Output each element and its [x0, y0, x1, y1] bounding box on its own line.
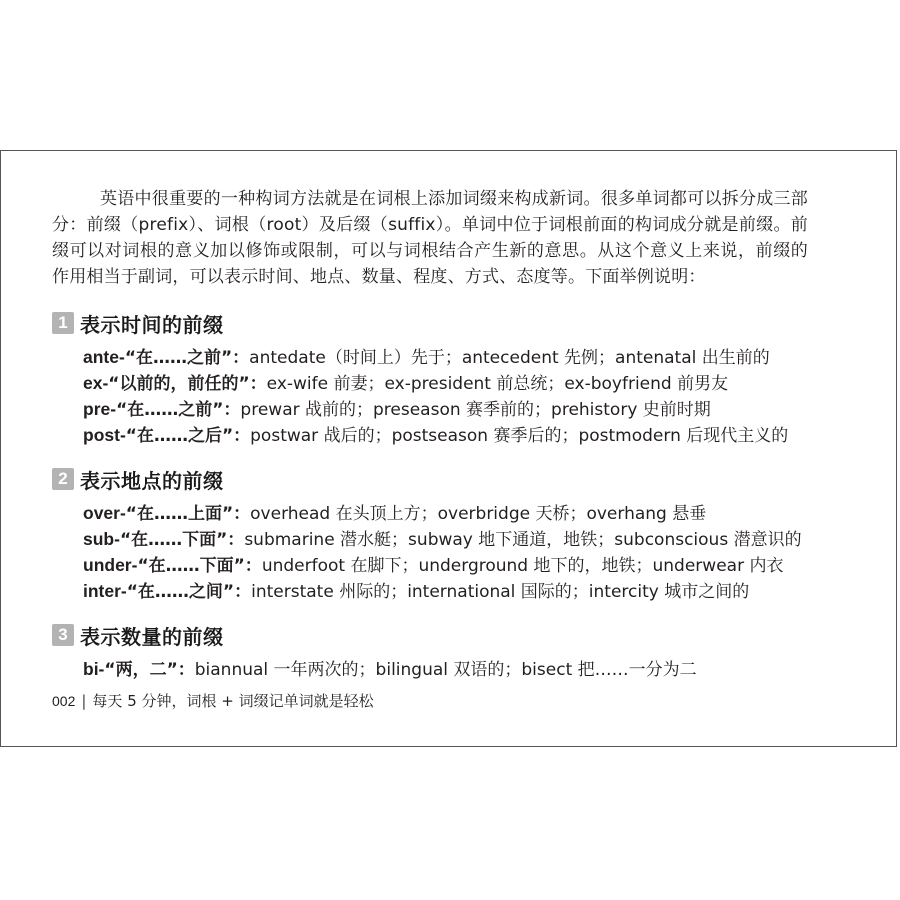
section-title: 表示时间的前缀: [80, 312, 224, 337]
prefix-term: pre-: [83, 399, 117, 419]
section-number-prefixes: [52, 622, 852, 682]
prefix-meaning: “两，二”：: [104, 660, 195, 680]
prefix-entry: [83, 344, 852, 370]
page-number: 002: [52, 693, 76, 709]
section-title: 表示数量的前缀: [80, 624, 224, 649]
prefix-entry: [83, 370, 852, 396]
prefix-examples: overhead 在头顶上方；overbridge 天桥；overhang 悬垂: [250, 504, 707, 524]
prefix-meaning: “在……之后”：: [125, 426, 251, 446]
prefix-entry: [83, 578, 852, 604]
prefix-entry: [83, 526, 852, 552]
prefix-examples: postwar 战后的；postseason 赛季后的；postmodern 后现代主义的: [250, 426, 789, 446]
prefix-term: under-: [83, 555, 138, 575]
prefix-meaning: “在……之前”：: [124, 348, 250, 368]
prefix-entry: [83, 396, 852, 422]
prefix-entry: [83, 656, 852, 682]
prefix-term: sub-: [83, 529, 120, 549]
prefix-meaning: “在……下面”：: [137, 556, 262, 576]
prefix-term: bi-: [83, 659, 105, 679]
prefix-examples: antedate（时间上）先于；antecedent 先例；antenatal 出生前的: [249, 348, 770, 368]
section-heading: [52, 622, 852, 648]
prefix-examples: biannual 一年两次的；bilingual 双语的；bisect 把……一分为二: [194, 660, 697, 680]
prefix-meaning: “在……之间”：: [126, 582, 252, 602]
prefix-entry: [83, 422, 852, 448]
prefix-meaning: “在……上面”：: [125, 504, 251, 524]
section-number-badge: 2: [52, 468, 74, 490]
prefix-examples: prewar 战前的；preseason 赛季前的；prehistory 史前时期: [240, 400, 711, 420]
prefix-meaning: “在……之前”：: [116, 400, 241, 420]
section-title: 表示地点的前缀: [80, 468, 224, 493]
prefix-term: inter-: [83, 581, 127, 601]
section-number-badge: 1: [52, 312, 74, 334]
intro-paragraph: 英语中很重要的一种构词方法就是在词根上添加词缀来构成新词。很多单词都可以拆分成三部分：前缀（prefix）、词根（root）及后缀（suffix）。单词中位于词根前面的构词成分就是前缀。前缀可以对词根的意义加以修饰或限制，可以与词根结合产生新的意思。从这个意义上来说，前缀的作用相当于副词，可以表示时间、地点、数量、程度、方式、态度等。下面举例说明：: [52, 189, 808, 287]
section-place-prefixes: [52, 466, 852, 604]
footer-separator: |: [81, 692, 87, 710]
prefix-examples: submarine 潜水艇；subway 地下通道，地铁；subconscious 潜意识的: [244, 530, 802, 550]
prefix-meaning: “以前的，前任的”：: [108, 374, 267, 394]
book-title: 每天 5 分钟，词根 + 词缀记单词就是轻松: [92, 692, 374, 710]
prefix-term: over-: [83, 503, 126, 523]
prefix-examples: interstate 州际的；international 国际的；intercity 城市之间的: [251, 582, 750, 602]
section-time-prefixes: [52, 310, 852, 448]
section-heading: [52, 310, 852, 336]
prefix-term: ante-: [83, 347, 125, 367]
prefix-examples: ex-wife 前妻；ex-president 前总统；ex-boyfriend 前男友: [266, 374, 729, 394]
prefix-term: post-: [83, 425, 126, 445]
section-heading: [52, 466, 852, 492]
prefix-entry: [83, 500, 852, 526]
section-number-badge: 3: [52, 624, 74, 646]
prefix-meaning: “在……下面”：: [119, 530, 245, 550]
prefix-examples: underfoot 在脚下；underground 地下的，地铁；underwear 内衣: [261, 556, 784, 576]
page-footer: [52, 690, 374, 712]
prefix-term: ex-: [83, 373, 109, 393]
prefix-entry: [83, 552, 852, 578]
